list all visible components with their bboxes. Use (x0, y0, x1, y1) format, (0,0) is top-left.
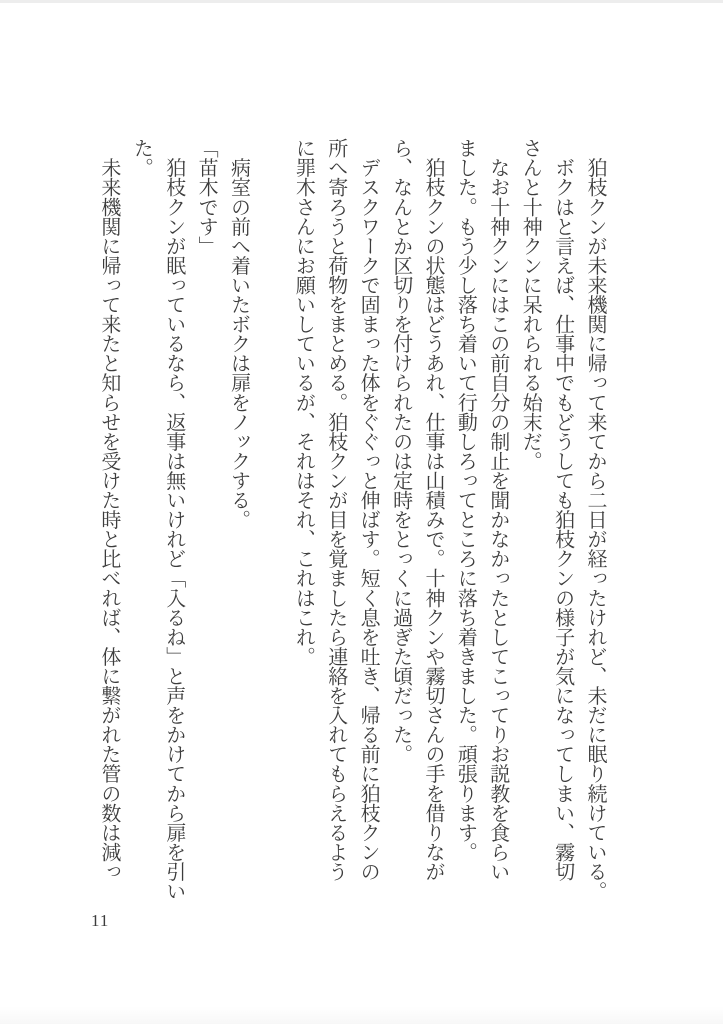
page-top-edge (0, 0, 723, 3)
text-line: 狛枝クンの状態はどうあれ、仕事は山積みで。十神クンや霧切さんの手を借りなが (421, 138, 444, 881)
text-line (255, 138, 287, 916)
text-line: た。 (130, 138, 153, 178)
text-line: なお十神クンにはこの前自分の制止を聞かなかったとしてこってりお説教を食らい (486, 138, 509, 881)
text-line: 狛枝クンが未来機関に帰って来てから二日が経ったけれど、未だに眠り続けている。 (584, 138, 606, 901)
text-line: ら、なんとか区切りを付けられたのは定時をとっくに過ぎた頃だった。 (389, 138, 412, 764)
page-bottom-edge (0, 1006, 723, 1024)
text-line: 「苗木です」 (195, 138, 218, 256)
text-line: デスクワークで固まった体をぐぐっと伸ばす。短く息を吐き、帰る前に狛枝クンの (357, 138, 380, 881)
text-line: に罪木さんにお願いしているが、それはそれ、これはこれ。 (292, 138, 315, 666)
text-line: ボクはと言えば、仕事中でもどうしても狛枝クンの様子が気になってしまい、霧切 (551, 138, 574, 881)
vertical-text-block (93, 138, 612, 916)
text-line: 未来機関に帰って来たと知らせを受けた時と比べれば、体に繋がれた管の数は減っ (97, 138, 120, 881)
text-line: さんと十神クンに呆れられる始末だ。 (519, 138, 542, 471)
text-line: 所へ寄ろうと荷物をまとめる。狛枝クンが目を覚ましたら連絡を入れてもらえるよう (324, 138, 347, 881)
text-line: 狛枝クンが眠っているなら、返事は無いけれど「入るね」と声をかけてから扉を引い (162, 138, 185, 901)
text-line: ました。もう少し落ち着いて行動しろってところに落ち着きました。頑張ります。 (454, 138, 477, 862)
page-number: 11 (91, 911, 110, 930)
text-line: 病室の前へ着いたボクは扉をノックする。 (227, 138, 250, 530)
